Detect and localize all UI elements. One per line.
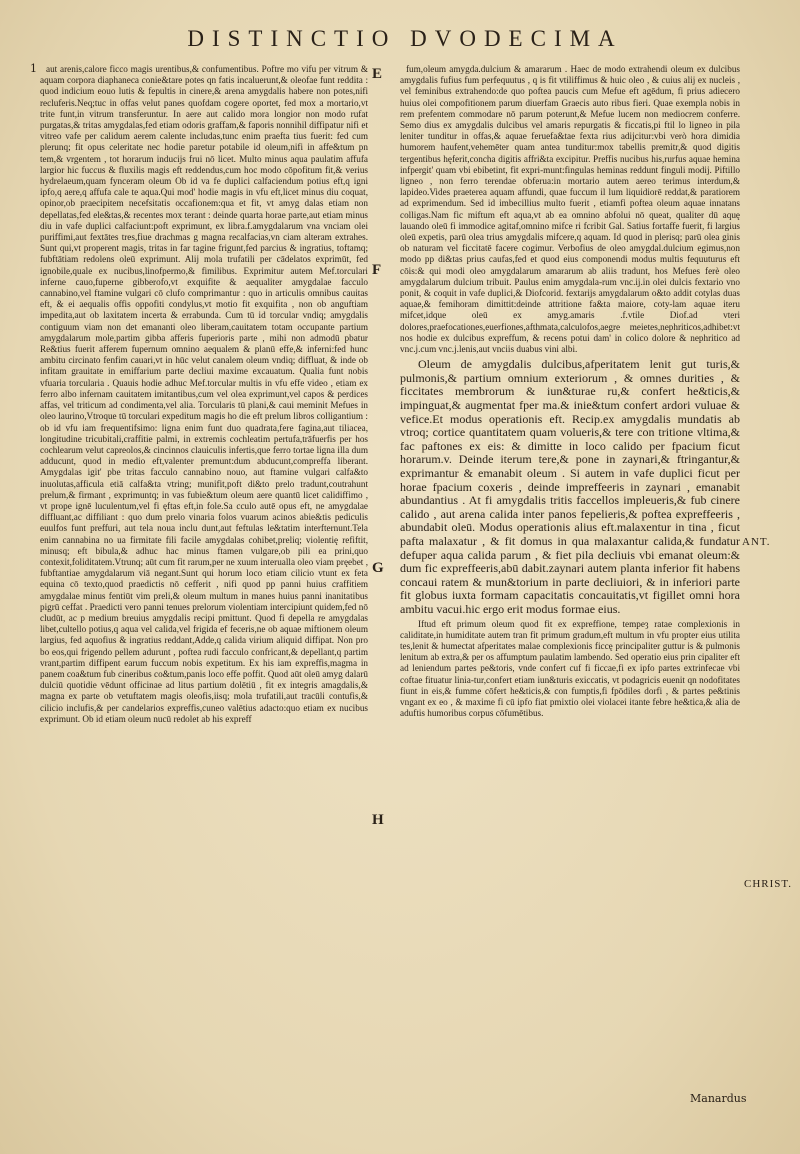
- right-column-commentary: Iftud eft primum oleum quod fit ex expreffione, tempeȝ ratae complexionis in caliditate,in humiditate autem tran fit primum gradum,eft multum in vfu propter eius utilita tes,lenit & humectat afperitates malae complexionis ficcę principaliter guttur is & pulmonis lenitum ab extra,& per os affumptum paulatim lambendo. Sed operatio eius prin cipaliter eft ad leniendum partes pe&toris, vnde confert cuf fi ficcae,fi ex ipfo partes extrinfecae vbi coftae fituatur linia-tur,confert etiam iun&turis exiccatis, vt podagricis euenit qn nodofitates fiunt in eis,& fumme cōfert he&ticis,& con fumptis,fi fpōdiles dorfi , & partes pe&tinis vngant ex eo , & maxime fi cū ipfo fiat pmixtio olei violacei itante febre he&tica,& alia de aduftis humoribus corpus cōfumētibus.: [400, 618, 740, 719]
- margin-letter-g: G: [372, 560, 384, 576]
- right-column: [400, 64, 740, 1100]
- margin-letter-e: E: [372, 66, 383, 82]
- right-column-intro: fum,oleum amygda.dulcium & amararum . Haec de modo extrahendi oleum ex dulcibus amygdalis fufius fum perfequutus , q is fit vtiliffimus & huic oleo , & cuius alij ex nucleis , vel feminibus extrahendo:de quo poftea paucis cum Mefue eft agēdum, fi prius adiecero huius olei compofitionem parum diuerfam Graecis auto ribus fieri. Quae exempla nobis in rem prefentem commodare nō parum poterunt,& Mefue lucem non mediocrem conferre. Semo dius ex amygdalis dulcibus vel amaris repurgatis & ficcatis,pi ftil lo ligneo in pila leniter tunditur in offas,& aquae feruefa&tae fexta rius adijcitur:vbi verò hora dimidia humorem haufent,vehemēter quam antea tunditur:mox tabellis premitr,& quod digitis tergentibus hęferit,concha digitis affri&ta excipitur. Preffis nucibus his,rurfus aquae hemina infpergit' quam vbi ebibetint, fit expri-munt:fingulas heminas reddunt finguli modij. Piftillo ligneo , non ferro terendae obferua:in mortario autem aereo terimus interdum,& lapideo.Vides praeterea aquam affundi, quae fuccum il lum liquidiorē reddat,& paratiorem ad exprimendum. Sed id imbecillius multo fuerit , etiamfi poftea oleum aquae innatans colligas.Nam fic miftum eft aqua,vt ab ea omnino abfolui nō queat, qualiter dū aquę lauando oleū fi immodice agitaf,omnino mifce ri fcribit Gal. Satius fortaffe fuerit, fi largius oleū expetis, parū olea trius amygdalis mifcere,q aquam. Id quod in plerisq; parū olea ginis ob naturam vel ficcitatē facere cogimur. Verbofius de oleo amygdal.dulcium egimus,non modo pp di&tas prius caufas,fed et quod eius componendi modus multis fequuturus eft cōis:& qui modi oleo amygdalarum amararum ab aliis tradunt, hos Mefues ferè oleo amygdalarum dulcium tribuit. Paulus enim amygdala-rum vnc.ij.in olei dulcis fextario vno ponit, & coquit in vafe duplici,& Diofcorid. fextarijs amygdalarum o&to addit cotylas duas aquae,& femihoram dimittit:deinde attritione fa&ta maiore, coty-lam aquae iteru mifcet,idque oleū ex amyg.amaris .f.vtile Diof.ad vteri dolores,praefocationes,euerfiones,afthmata,calculofos,aegre meietes,nephriticos,adhibet:vt nos hodie ex dulcibus expreffum, & recens potui dam' in colico dolore & nephritico ad vnc.j.cum vnc.j.lenis,aut vnciis duabus vini albi.: [400, 64, 740, 355]
- catchword: Manardus: [690, 1092, 747, 1105]
- right-column-large-text: Oleum de amygdalis dulcibus,afperitatem lenit gut turis,& pulmonis,& partium omnium exteriorum , & omnes durities , & ficcitates membrorum & iun&turae ru,& confert he&ticis,& impinguat,& augmentat fper ma.& inie&tum confert ardori vuluae & vefice.Et modus operationis eft. Recip.ex amygdalis mundatis ab vtroq; cortice quantitatem quam volueris,& tere con tritione vltima,& fac paftones ex eis: & dimitte in loco calido per fpacium ficut horarum.v. Deinde iterum tere,& pone in zaynari,& ftringantur,& exprimantur & emanabit oleum . Si autem in vafe duplici ficut per horae fpacium coxeris , deinde impreffeeris in zaynari , emanabit abundantius . At fi amygdalis tritis faccellos impleueris,& fub cinere calido , aut arena calida inter panos fepelieris,& poftea expreffeeris , abundabit oleū. Modus operationis alius eft.malaxentur in tina , ficut pafta malaxatur , & fit domus in qua malaxantur calida,& fundatur defuper aqua calida parum , & fiet pila decliuis vbi emanat oleum:& dum fic expreffeeris,abū dabit.zaynari autem planta inferior fit habens concaui ratem & mun&torium in parte decliuiori, & in inferiori parte fit globus iuxta formam capacitatis concauitatis,vt figillet omni hora ambitu vacui.hic ergo erit modus formae eius.: [400, 357, 740, 616]
- left-column-text: aut arenis,calore ficco magis urentibus,& confumentibus. Poftre mo vifu per vitrum & aquam corpora diaphaneca conie&tare potes qn fatis incaluerunt,& oleofae funt reddita : quod indicium eouo lutis & fepultis in cinere,& arena amygdalis habere non potes,nifi recluferis.Neq;tuc in offas velut panes quofdam cogere oportet, fed mox a mortario,vt trite funt,in vitrum transferuntur. In aere aut calido mora longior non modo rufat purgatas,& tritas amygdalas,fed etiam odoris graffam,& faporis nonnihil diffipatur nifi et vitreo vafe per calidum aerem calente includas,tunc enim praefta tius fuerit: fed cum plerunq; fit opus celeritate nec hodie paretur potabile id oleum,nifi in affe&tum pn tem,& vrgentem , tot horarum inducijs frui nō licet. Multo minus aqua paulatim affufa largior hic fuccus & fluxilis magis eft reddendus,cum hoc modo cōpofitum fit,& verius hydrelaeum,quam fynceram oleum Ob id va fe duplici calfaciendum potius eft,q igni ipfo,q aere,q affufa cale te aqua.Qui mod' hodie magis in vfu eft,licet minus diu coquat, opinor,ob praecipitem necefsitatis occafionem:qua et fit, vt amyg dalas etiam non depellatas,fed ele&tas,& recentes mox terant : deinde quarta horae parte,aut etiam minus diu in vafe duplici calfaciunt:poft exprimunt, ex libra.f.amygdalarum vna vnciam olei puriffimi,aut fextātes tres,fiue drachmas g magna recalfacias,vn ciam alteram extrahes. Sunt qui,vt properent magis, tritas in far tagine frigunt,fed parcius & ingratius, toftamq; fubftātiam redolens oleū exprimunt. Alij mola trufatili per cādelatos exprimūt, fed ignobile,quale ex nucibus,linofpermo,& fimilibus. Exprimitur autem Mef.torculari inferne cauo,fuperne gibberofo,vt exquifite & aequaliter amygdalae facculo cannabino,vel ftamine vulgari cō clufo comprimantur : quo in articulis omnibus cauitas eft, & ei aequalis offis oppofiti condylus,vt motio fit exquifita , non ob anguftiam impedita,aut ob laxitatem incerta & errabunda. Cum tū id torcular vndiq; amygdalis contiguum viam non det emananti oleo liberam,cauitatem totam occupante partium amygdalarum mole,partim gibba afferis fuperioris parte , mihi non admodū pbatur Re&tius fuerit afferem fupernum omnino aequalem & planū effe,& inferni:fed hunc ambitu circinato fenfim cauari,vt in hūc velut canalem oleum vndiq; diffluat, & inde ob infitam grauitate in emiffarium parte decliui maxime excauatum. Qualia funt nobis vfuaria torcularia . Quauis hodie adhuc Mef.torcular multis in vfu effe video , etiam ex ferro albo infernam cauitatem imitantibus,cum vel olea exprimunt,vel capos & perdices affas, vel triticum ad condimenta,vel alia. Torcularis tū plani,& caui meminit Mefues in oleo laurino,Vtroque tū torculari expeditum magis ho die eft prelum libros colligantium : ob id vfu iam frequentifsimo: ligna enim funt duo quadrata,fere fagina,aut tiliacea, longitudine tricubitali,craffitie palmi, in extremis cochleatim pertufa,trāfuerfis per hos cochlearum velut capreolos,& cincinnos clauiculis infertis,que ferro tortae ligna illa dum adducunt, quod in medio eft,valenter premunt:dum abducunt,compreffa liberant. Amygdalas igit' pbe tritas facculo cannabino nouo, aut ftamine vulgari calfa&to inuolutas,afficula etiā calfa&ta vtring; munifit,poft di&to prelo tradunt,coutrahunt prelum,& firmant , exprimuntq; in vas fubie&tum oleum aere quantū licet calidiffimo , vt prope ignē luculentum,vel fi ęftas eft,in fole.Sa cculo autē opus eft, ne amygdalae diffluant,ac diffiliant : quo dum prelo vinaria folos vuarum acinos abie&tis pediculis euulfos funt preffuri, aut tela noua inclu dunt,aut feftulas le&tatim interfternunt.Tela enim cannabina no ua firmitate fili facile amygdalas cohibet,preliq; violentię refiftit, minusq; eft bibula,& adhuc hac minus ftamen vulgare,ob pili ea prini,quo contexit,foliditatem.Vtrunq; aūt cum fit rarum,per ne xuum interualla oleo viam pręebet , fubftantiae amygdalarum viā negant.Sunt qui horum loco etiam cilicio vtunt ex feta equina cō texto,quod praedictis nō cefferit , nifi quod pp panni huius craffitiem amygdalae minus fentiūt vim preli,& oleum multum in manes huius panni inanitatibus pigrū ceffat . Praedicti vero panni tenues prelorum violentiam intercipiunt quidem,fed nō cludūt, ac p medium breuius amygdalis recipi pmittunt. Quod fi depella re amygdalas libet,cultello potius,q aqua vel calida,vel frigida ef feceris,ne ob aquae miftionem oleum largius, fed aquofius & ingratius reddant,Adde,q calida virium aliquid diffipat. Non pro bo eos,qui frigendo pellem adurunt , poftea rudi facculo confricant,& depellant,q partim vrant,partim diffipent earum fuccum nobis expetitum. Ex his iam expreffis,magma in panem coa&tum fub cineribus co&tum,panis loco effe poffit. Quod aūt oleū amyg dalarū dulciū quotidie vēdunt officinae ad litus partium dolētiū , fit ex integris amagdalis,& magna ex parte ob vetuftatem magis oleofis,iisq; mola trufatili,aut tracūli contufis,& cilicio inclufis,& per candelarios expreffis,cuneo valētius adacto:quo etiam ex nucibus exprimunt. Ob id etiam oleum nucū redolet ab his expreff: [40, 64, 368, 724]
- left-column: [40, 64, 368, 1094]
- side-note-christ: CHRIST.: [744, 878, 793, 890]
- margin-letter-h: H: [372, 812, 384, 828]
- margin-letter-f: F: [372, 262, 382, 278]
- folio-mark: 1: [30, 62, 37, 75]
- side-note-ant: ANT.: [742, 536, 771, 548]
- page-title: DISTINCTIO DVODECIMA: [187, 26, 623, 51]
